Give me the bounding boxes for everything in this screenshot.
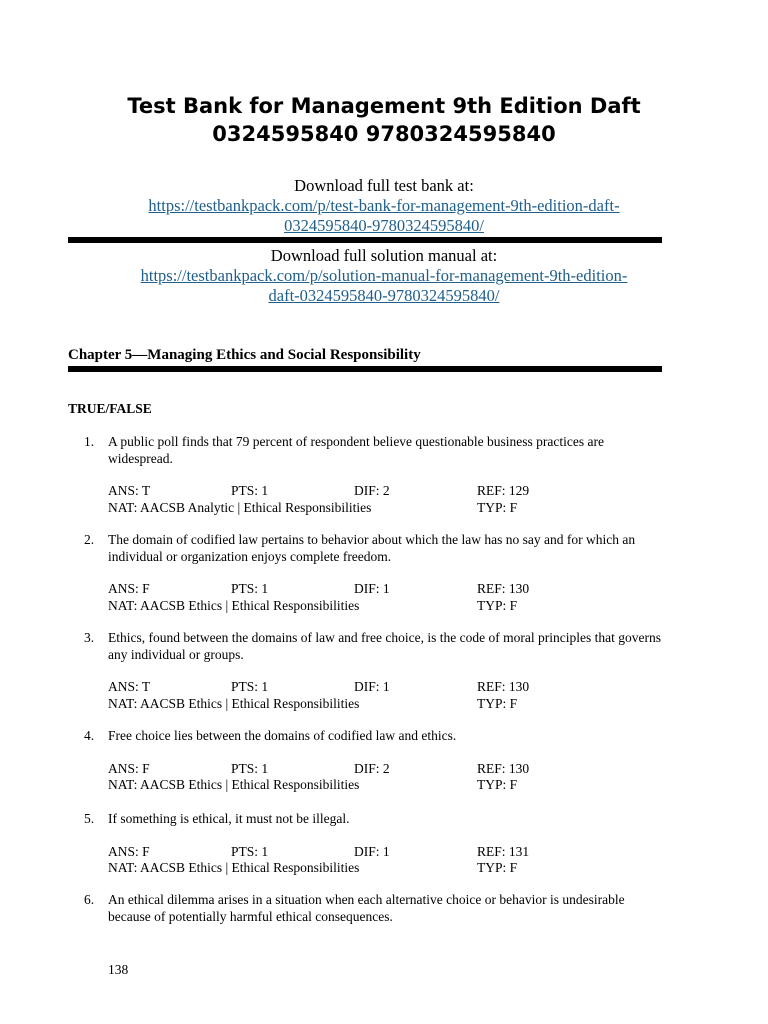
- download-solution-block: [0, 246, 768, 306]
- download-solution-link-line-2: daft-0324595840-9780324595840/: [268, 286, 500, 305]
- question-number: 3.: [84, 630, 95, 645]
- nat-value: NAT: AACSB Ethics | Ethical Responsibilities: [108, 597, 360, 613]
- question-stem: An ethical dilemma arises in a situation when each alternative choice or behavior is undesirable because of potentially harmful ethical consequences.: [108, 892, 625, 924]
- difficulty-value: DIF: 1: [354, 581, 390, 596]
- question-number: 1.: [84, 434, 95, 449]
- points-value: PTS: 1: [231, 581, 269, 596]
- download-solution-link[interactable]: [0, 266, 768, 306]
- question-6: [68, 892, 662, 925]
- title-line-1: Test Bank for Management 9th Edition Daft: [127, 94, 641, 118]
- section-heading: TRUE/FALSE: [68, 401, 152, 416]
- question-meta: [108, 581, 662, 614]
- page-number: 138: [108, 962, 129, 977]
- points-value: PTS: 1: [231, 760, 269, 776]
- reference-value: REF: 130: [477, 581, 530, 596]
- type-value: TYP: F: [477, 695, 518, 711]
- answer-value: ANS: T: [108, 679, 151, 694]
- reference-value: REF: 131: [477, 843, 530, 859]
- nat-value: NAT: AACSB Ethics | Ethical Responsibilities: [108, 777, 360, 792]
- question-number: 2.: [84, 532, 95, 547]
- nat-value: NAT: AACSB Ethics | Ethical Responsibilities: [108, 695, 360, 711]
- question-stem: Ethics, found between the domains of law and free choice, is the code of moral principles that governs any individual or groups.: [108, 630, 661, 662]
- question-meta: [108, 761, 662, 794]
- reference-value: REF: 129: [477, 483, 530, 498]
- document-title: [0, 92, 768, 148]
- question-2: [68, 532, 662, 614]
- question-stem: A public poll finds that 79 percent of respondent believe questionable business practices are widespread.: [108, 434, 604, 466]
- question-5: [68, 811, 662, 877]
- question-number: 5.: [84, 811, 95, 826]
- question-1: [68, 434, 662, 516]
- answer-value: ANS: T: [108, 483, 151, 498]
- difficulty-value: DIF: 1: [354, 679, 390, 694]
- type-value: TYP: F: [477, 597, 518, 613]
- reference-value: REF: 130: [477, 760, 530, 776]
- question-stem: If something is ethical, it must not be illegal.: [108, 811, 350, 826]
- type-value: TYP: F: [477, 860, 518, 875]
- question-meta: [108, 483, 662, 516]
- type-value: TYP: F: [477, 777, 518, 792]
- question-4: [68, 728, 662, 794]
- nat-value: NAT: AACSB Analytic | Ethical Responsibilities: [108, 499, 372, 515]
- question-number: 4.: [84, 728, 95, 743]
- divider-top: [68, 237, 662, 243]
- answer-value: ANS: F: [108, 581, 150, 596]
- divider-chapter: [68, 366, 662, 372]
- type-value: TYP: F: [477, 499, 518, 515]
- question-meta: [108, 679, 662, 712]
- difficulty-value: DIF: 1: [354, 843, 390, 859]
- download-bank-label: Download full test bank at:: [294, 176, 474, 195]
- nat-value: NAT: AACSB Ethics | Ethical Responsibilities: [108, 860, 360, 875]
- question-number: 6.: [84, 892, 95, 907]
- download-bank-link-line-2: 0324595840-9780324595840/: [284, 216, 484, 235]
- answer-value: ANS: F: [108, 843, 150, 859]
- download-solution-link-line-1: https://testbankpack.com/p/solution-manual-for-management-9th-edition-: [140, 266, 628, 285]
- difficulty-value: DIF: 2: [354, 760, 390, 776]
- answer-value: ANS: F: [108, 760, 150, 776]
- question-meta: [108, 844, 662, 877]
- points-value: PTS: 1: [231, 843, 269, 859]
- download-solution-label: Download full solution manual at:: [270, 246, 498, 265]
- question-3: [68, 630, 662, 712]
- points-value: PTS: 1: [231, 679, 269, 694]
- title-line-2: 0324595840 9780324595840: [212, 122, 556, 146]
- points-value: PTS: 1: [231, 483, 269, 498]
- chapter-heading: Chapter 5—Managing Ethics and Social Responsibility: [68, 347, 421, 363]
- question-stem: Free choice lies between the domains of codified law and ethics.: [108, 728, 457, 743]
- reference-value: REF: 130: [477, 679, 530, 694]
- question-stem: The domain of codified law pertains to behavior about which the law has no say and for which an individual or organization enjoys complete freedom.: [108, 532, 636, 564]
- download-bank-block: [0, 176, 768, 236]
- download-bank-link[interactable]: [0, 196, 768, 236]
- difficulty-value: DIF: 2: [354, 483, 390, 498]
- download-bank-link-line-1: https://testbankpack.com/p/test-bank-for-management-9th-edition-daft-: [148, 196, 620, 215]
